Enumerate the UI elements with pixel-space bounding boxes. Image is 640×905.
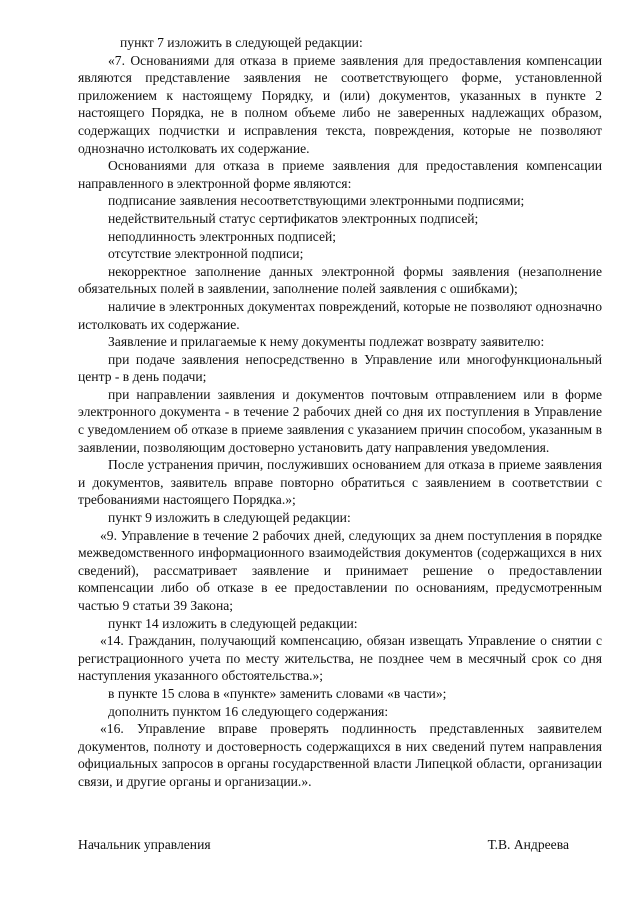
paragraph: при подаче заявления непосредственно в Управление или многофункциональный центр - в день подачи; bbox=[78, 351, 602, 385]
paragraph: Основаниями для отказа в приеме заявления для предоставления компенсации направленного в электронной форме являются: bbox=[78, 158, 602, 191]
paragraph: «14. Гражданин, получающий компенсацию, обязан извещать Управление о снятии с регистрационного учета по месту жительства, не позднее чем в месячный срок со дня наступления указанного обстоятельства.»; bbox=[78, 633, 602, 684]
signatory-position: Начальник управления bbox=[78, 837, 211, 852]
paragraph: подписание заявления несоответствующими электронными подписями; bbox=[108, 193, 525, 209]
paragraph: После устранения причин, послуживших основанием для отказа в приеме заявления и документов, заявитель вправе повторно обратиться с заявлением в соответствии с требованиями настоящего Порядка.»; bbox=[78, 457, 602, 508]
paragraph: некорректное заполнение данных электронной формы заявления (незаполнение обязательных полей в заявлении, заполнение полей заявления с ошибками); bbox=[78, 263, 602, 297]
paragraph: «9. Управление в течение 2 рабочих дней, следующих за днем поступления в порядке межведомственного информационного взаимодействия документов (содержащихся в них сведений), рассматривает заявление и принимает решение о предоставлении компенсации либо об отказе в ее предоставлении по основаниям, предусмотренным частью 9 статьи 39 Закона; bbox=[78, 527, 602, 613]
document-body bbox=[78, 34, 602, 791]
paragraph: неподлинность электронных подписей; bbox=[108, 228, 337, 244]
paragraph: отсутствие электронной подписи; bbox=[108, 246, 304, 262]
signatory-name: Т.В. Андреева bbox=[487, 837, 569, 852]
paragraph: Заявление и прилагаемые к нему документы подлежат возврату заявителю: bbox=[108, 334, 545, 350]
paragraph: «7. Основаниями для отказа в приеме заявления для предоставления компенсации являются представление заявления не соответствующего форме, установленной приложением к настоящему Порядку, и (или) документов, указанных в пункте 2 настоящего Порядка, не в полном объеме либо не заверенных надлежащих образом, содержащих подчистки и исправления текста, повреждения, которые не позволяют однозначно истолковать их содержание. bbox=[78, 52, 602, 156]
paragraph: недействительный статус сертификатов электронных подписей; bbox=[108, 210, 479, 226]
paragraph: пункт 9 изложить в следующей редакции: bbox=[108, 510, 351, 526]
paragraph: при направлении заявления и документов почтовым отправлением или в форме электронного документа - в течение 2 рабочих дней со дня их поступления в Управление с уведомлением об отказе в приеме заявления с указанием причин способом, указанным в заявлении, позволяющим достоверно установить дату направления уведомления. bbox=[78, 386, 602, 455]
paragraph: пункт 7 изложить в следующей редакции: bbox=[120, 35, 363, 50]
paragraph: дополнить пунктом 16 следующего содержания: bbox=[108, 703, 389, 719]
paragraph: в пункте 15 слова в «пункте» заменить словами «в части»; bbox=[108, 685, 447, 701]
signature-block bbox=[78, 836, 569, 854]
paragraph: пункт 14 изложить в следующей редакции: bbox=[108, 615, 358, 631]
paragraph: наличие в электронных документах повреждений, которые не позволяют однозначно истолковать их содержание. bbox=[78, 298, 602, 332]
paragraph: «16. Управление вправе проверять подлинность представленных заявителем документов, полноту и достоверность содержащихся в них сведений путем направления официальных запросов в органы государственной власти Липецкой области, организации связи, и другие органы и организации.». bbox=[78, 721, 602, 789]
